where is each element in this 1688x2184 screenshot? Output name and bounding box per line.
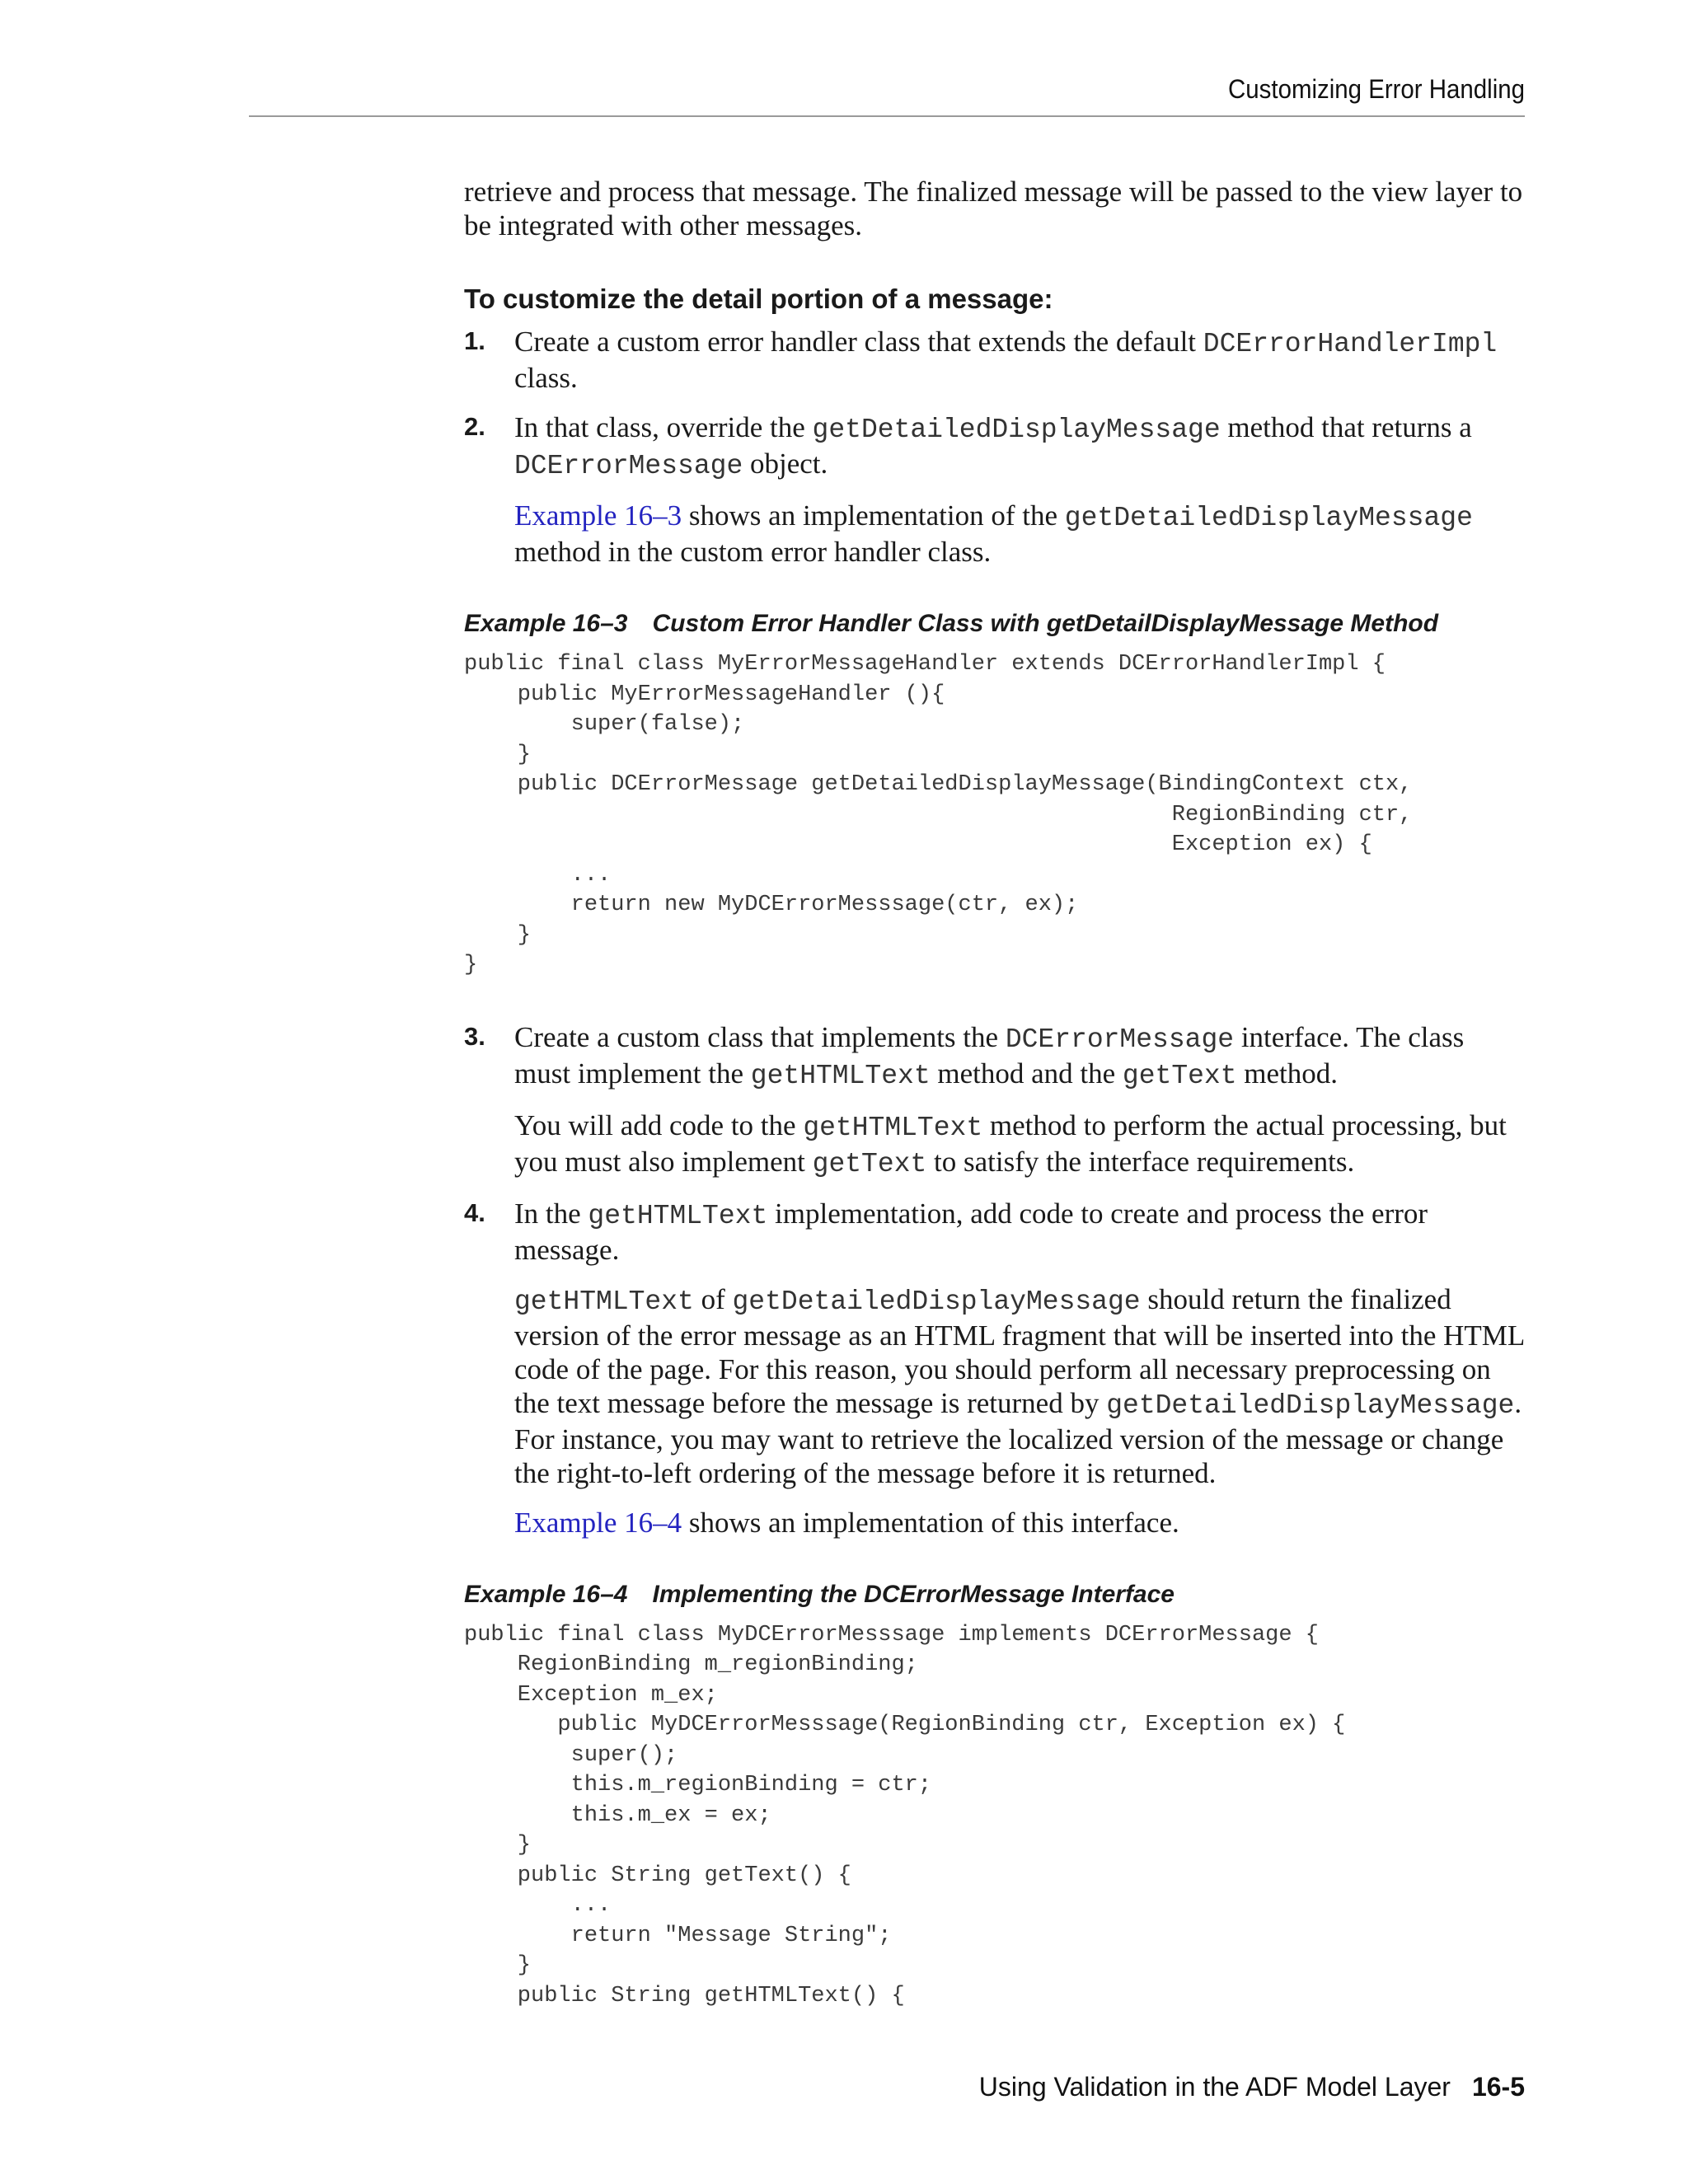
step-1 xyxy=(464,325,1527,395)
text-run: of xyxy=(693,1282,733,1315)
code-term: getDetailedDisplayMessage xyxy=(732,1286,1141,1317)
step-number: 1. xyxy=(464,326,485,355)
chapter-title: Using Validation in the ADF Model Layer xyxy=(978,2072,1451,2102)
example-16-3 xyxy=(464,610,1527,981)
text-run: implementation, add code to create and process the error message. xyxy=(514,1197,1428,1266)
text-run: In that class, override the xyxy=(514,411,813,443)
header-rule xyxy=(249,115,1525,117)
text-run: Create a custom class that implements the xyxy=(514,1020,1006,1053)
step-4-xref xyxy=(514,1506,1527,1540)
example-number: Example 16–3 xyxy=(464,610,628,637)
text-run: to satisfy the interface requirements. xyxy=(926,1145,1355,1178)
code-term: getText xyxy=(1122,1060,1237,1091)
step-4 xyxy=(464,1197,1527,1540)
page-number: 16-5 xyxy=(1471,2072,1525,2102)
code-term: getDetailedDisplayMessage xyxy=(1106,1390,1515,1421)
procedure-heading: To customize the detail portion of a message: xyxy=(464,284,1053,314)
example-caption: Implementing the DCErrorMessage Interface xyxy=(652,1580,1175,1608)
example-title xyxy=(464,1581,1527,1609)
example-16-3-link[interactable]: Example 16–3 xyxy=(514,499,682,532)
example-16-4 xyxy=(464,1581,1527,2012)
step-2-text xyxy=(514,410,1527,483)
step-3 xyxy=(464,1020,1527,1181)
text-run: method and the xyxy=(930,1057,1123,1090)
text-run: shows an implementation of the xyxy=(682,499,1065,532)
step-1-text xyxy=(514,325,1527,395)
code-term: getHTMLText xyxy=(514,1286,694,1317)
procedure-steps xyxy=(464,325,1527,569)
example-number: Example 16–4 xyxy=(464,1580,628,1608)
running-header: Customizing Error Handling xyxy=(1228,74,1525,104)
step-3-text xyxy=(514,1020,1527,1093)
code-listing: public final class MyErrorMessageHandler extends DCErrorHandlerImpl { public MyErrorMessageHandler (){ super(false); } public DCErrorMessage getDetailedDisplayMessage(BindingContext ctx, RegionBinding ctr, Exception ex) { ... return new MyDCErrorMesssage(ctr, ex); } } xyxy=(464,652,1413,977)
code-listing: public final class MyDCErrorMesssage implements DCErrorMessage { RegionBinding m_regionBinding; Exception m_ex; public MyDCErrorMesssage(RegionBinding ctr, Exception ex) { super(); this.m_regionBinding = ctr; this.m_ex = ex; } public String getText() { ... return "Message String"; } public String getHTMLText() { xyxy=(464,1622,1346,2008)
text-run: method. xyxy=(1236,1057,1339,1090)
text-run: shows an implementation of this interface. xyxy=(682,1506,1179,1539)
step-number: 4. xyxy=(464,1197,485,1227)
step-2-note xyxy=(514,499,1527,569)
text-run: . For instance, you may want to retrieve the localized version of the message or change the right-to-left ordering of the message before it is returned. xyxy=(514,1386,1522,1489)
step-2 xyxy=(464,410,1527,569)
text-run: class. xyxy=(514,362,578,394)
text-run: method in the custom error handler class. xyxy=(514,536,992,568)
example-caption: Custom Error Handler Class with getDetailDisplayMessage Method xyxy=(652,610,1439,637)
code-term: DCErrorMessage xyxy=(514,451,743,481)
code-term: DCErrorMessage xyxy=(1005,1024,1235,1055)
code-term: getHTMLText xyxy=(588,1200,768,1231)
text-run: You will add code to the xyxy=(514,1108,804,1141)
step-4-text xyxy=(514,1197,1527,1267)
code-term: getText xyxy=(812,1148,927,1179)
step-4-note xyxy=(514,1282,1527,1490)
text-run: In the xyxy=(514,1197,588,1230)
running-footer xyxy=(249,2072,1525,2102)
code-term: getHTMLText xyxy=(750,1060,931,1091)
step-number: 2. xyxy=(464,412,485,441)
text-run: should return the finalized version of the error message as an HTML fragment that will be inserted into the HTML code of the page. For this reason, you should perform all necessary preprocessing on the text message before the message is returned by xyxy=(514,1282,1524,1419)
step-3-note xyxy=(514,1108,1527,1181)
code-term: getHTMLText xyxy=(803,1112,983,1143)
step-number: 3. xyxy=(464,1021,485,1051)
code-term: getDetailedDisplayMessage xyxy=(812,415,1221,445)
text-run: Create a custom error handler class that extends the default xyxy=(514,326,1203,358)
text-run: method that returns a xyxy=(1220,411,1472,443)
text-run: interface. The class must implement the xyxy=(514,1020,1465,1090)
intro-paragraph: retrieve and process that message. The finalized message will be passed to the view layer to be integrated with other messages. xyxy=(464,176,1523,241)
example-16-4-link[interactable]: Example 16–4 xyxy=(514,1506,682,1539)
code-term: getDetailedDisplayMessage xyxy=(1064,503,1473,533)
page-content xyxy=(464,175,1527,2011)
procedure-steps-continued xyxy=(464,1020,1527,1540)
example-title xyxy=(464,610,1527,638)
code-term: DCErrorHandlerImpl xyxy=(1203,329,1498,359)
text-run: object. xyxy=(743,448,828,480)
text-run: method to perform the actual processing, but you must also implement xyxy=(514,1108,1507,1178)
